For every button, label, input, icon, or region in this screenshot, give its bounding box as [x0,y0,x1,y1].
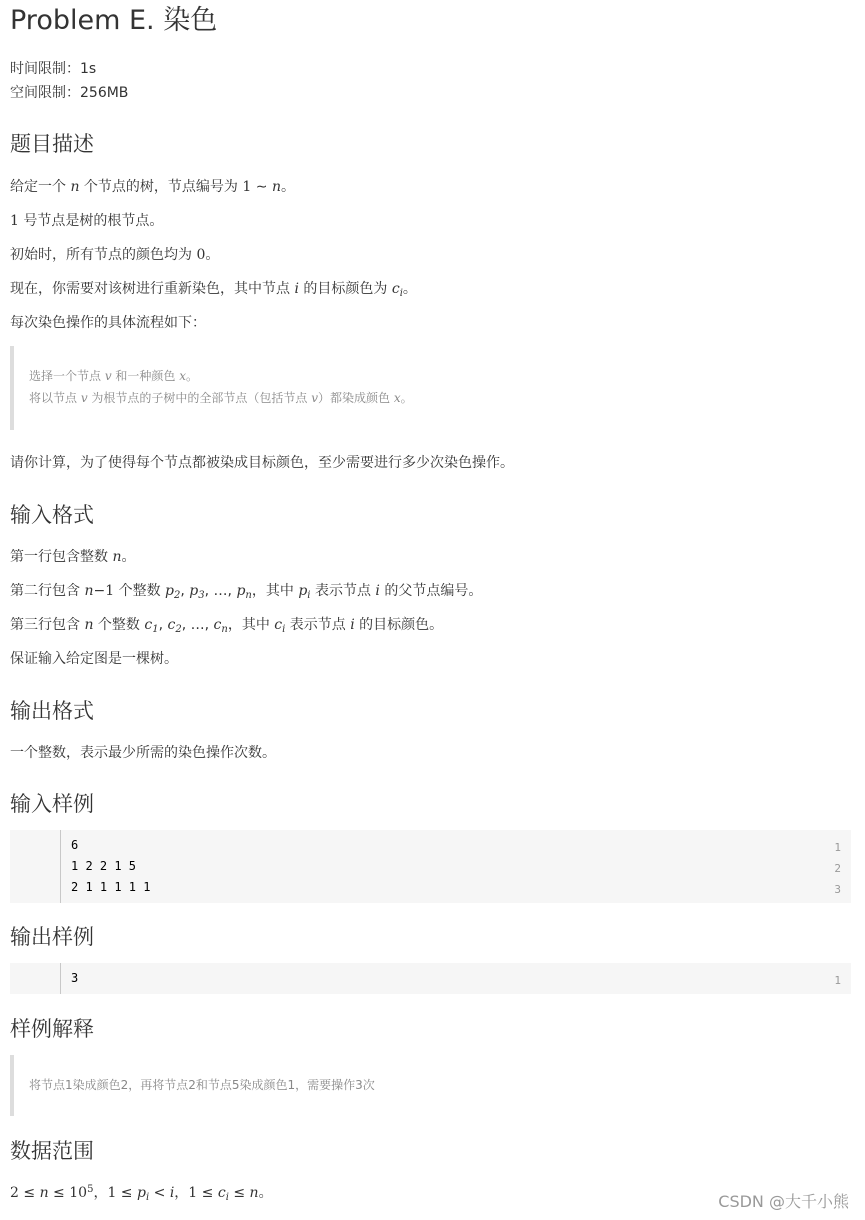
operation-step-2: 将以节点 v 为根节点的子树中的全部节点（包括节点 v）都染成颜色 x。 [29,391,413,405]
description-paragraph-1: 给定一个 n 个节点的树，节点编号为 1 ∼ n。 [10,179,295,195]
input-format-line-2: 第二行包含 n−1 个整数 $p_2$, $p_3$, …, $p_n$，其中 $p_i$ 表示节点 i 的父节点编号。 [10,583,483,601]
line-number: 1 [834,974,841,987]
section-heading-sample-output: 输出样例 [10,925,94,949]
sample-explanation-text: 将节点1染成颜色2，再将节点2和节点5染成颜色1，需要操作3次 [29,1078,375,1092]
input-format-line-3: 第三行包含 n 个整数 $c_1$, $c_2$, …, $c_n$，其中 $c_i$ 表示节点 i 的目标颜色。 [10,617,444,635]
code-line: 2 1 1 1 1 1 [71,880,151,894]
description-paragraph-2: 1 号节点是树的根节点。 [10,213,164,229]
description-paragraph-3: 初始时，所有节点的颜色均为 0。 [10,247,220,263]
description-paragraph-4: 现在，你需要对该树进行重新染色，其中节点 i 的目标颜色为 $c_i$。 [10,281,417,299]
section-heading-description: 题目描述 [10,132,94,156]
operation-blockquote [10,346,851,430]
section-heading-sample-input: 输入样例 [10,792,94,816]
problem-title: Problem E. 染色 [10,5,218,36]
data-range-text: $2 \le n \le 10^5$，$1 \le p_i < i$，$1 \le c_i \le n$。 [10,1184,273,1203]
memory-limit: 空间限制：256MB [10,85,129,101]
line-number: 2 [834,862,841,875]
line-number-gutter [10,963,61,994]
section-heading-input-format: 输入格式 [10,503,94,527]
output-format-line-1: 一个整数，表示最少所需的染色操作次数。 [10,745,276,761]
section-heading-sample-explanation: 样例解释 [10,1017,94,1041]
sample-explanation-blockquote [10,1055,851,1116]
code-line: 1 2 2 1 5 [71,859,137,873]
description-paragraph-6: 请你计算，为了使得每个节点都被染成目标颜色，至少需要进行多少次染色操作。 [10,455,514,471]
line-number: 1 [834,841,841,854]
sample-output-code-block [10,963,851,994]
code-line: 3 [71,971,79,985]
line-number: 3 [834,883,841,896]
sample-input-code-block [10,830,851,903]
operation-step-1: 选择一个节点 v 和一种颜色 x。 [29,369,199,383]
time-limit: 时间限制：1s [10,61,97,77]
line-number-gutter [10,830,61,903]
section-heading-data-range: 数据范围 [10,1139,94,1163]
section-heading-output-format: 输出格式 [10,699,94,723]
input-format-line-1: 第一行包含整数 n。 [10,549,136,565]
description-paragraph-5: 每次染色操作的具体流程如下： [10,315,206,331]
code-line: 6 [71,838,79,852]
csdn-watermark: CSDN @大千小熊 [718,1192,849,1211]
input-format-line-4: 保证输入给定图是一棵树。 [10,651,178,667]
